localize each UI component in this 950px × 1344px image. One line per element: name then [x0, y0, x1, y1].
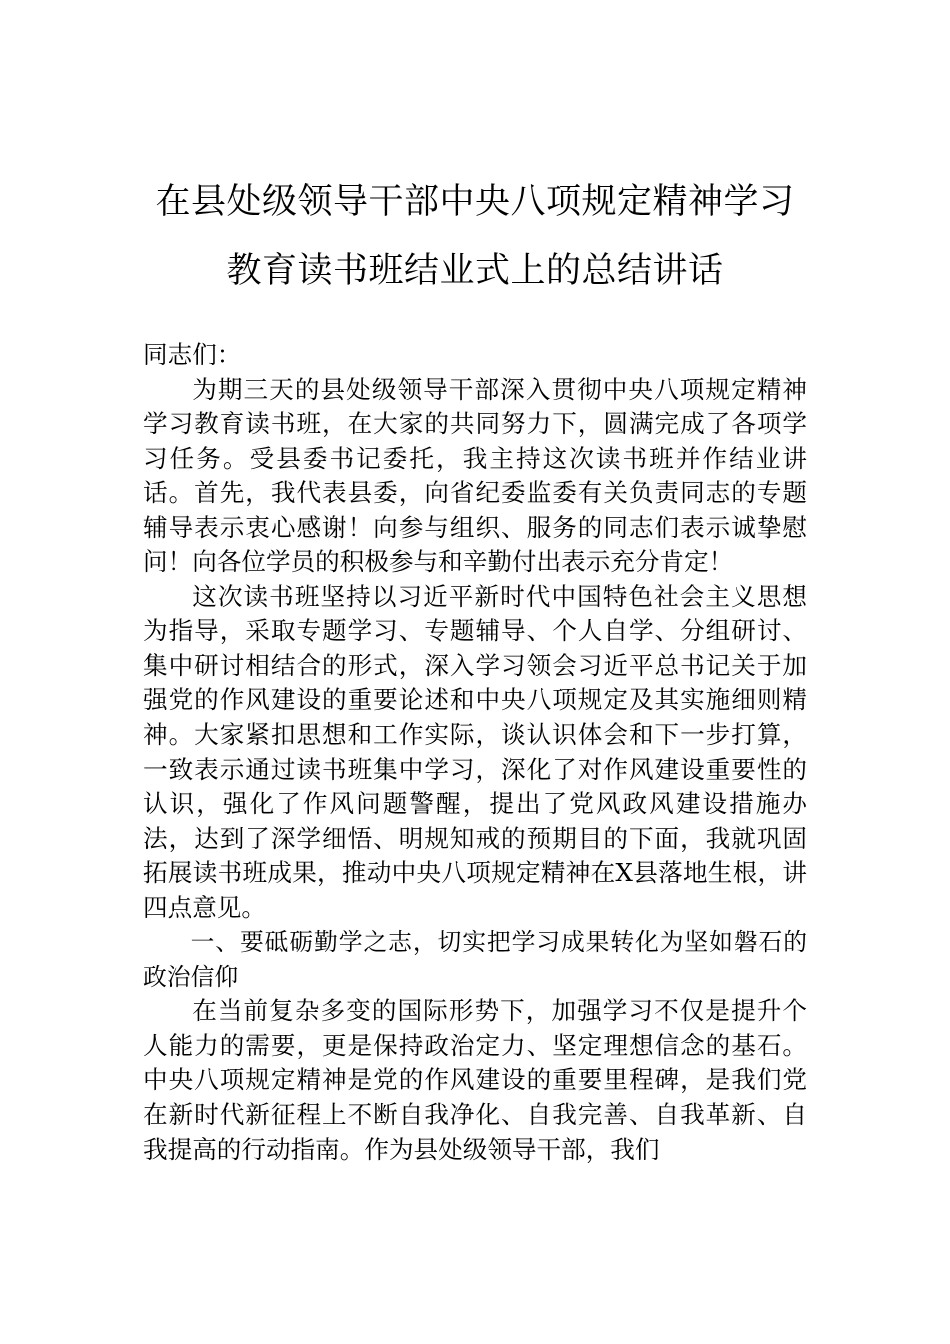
document-title-line-1: 在县处级领导干部中央八项规定精神学习	[155, 182, 795, 222]
paragraph-2: 这次读书班坚持以习近平新时代中国特色社会主义思想为指导，采取专题学习、专题辅导、个人自学、分组研讨、集中研讨相结合的形式，深入学习领会习近平总书记关于加强党的作风建设的重要论述和中央八项规定及其实施细则精神。大家紧扣思想和工作实际，谈认识体会和下一步打算，一致表示通过读书班集中学习，深化了对作风建设重要性的认识，强化了作风问题警醒，提出了党风政风建设措施办法，达到了深学细悟、明规知戒的预期目的下面，我就巩固拓展读书班成果，推动中央八项规定精神在X县落地生根，讲四点意见。	[143, 581, 807, 922]
document-title-line-2: 教育读书班结业式上的总结讲话	[226, 251, 724, 291]
document-body	[143, 338, 807, 1167]
salutation: 同志们：	[143, 340, 242, 369]
paragraph-1: 为期三天的县处级领导干部深入贯彻中央八项规定精神学习教育读书班，在大家的共同努力下，圆满完成了各项学习任务。受县委书记委托，我主持这次读书班并作结业讲话。首先，我代表县委，向省纪委监委有关负责同志的专题辅导表示衷心感谢！向参与组织、服务的同志们表示诚挚慰问！向各位学员的积极参与和辛勤付出表示充分肯定！	[143, 374, 807, 577]
section-paragraph: 在当前复杂多变的国际形势下，加强学习不仅是提升个人能力的需要，更是保持政治定力、坚定理想信念的基石。中央八项规定精神是党的作风建设的重要里程碑，是我们党在新时代新征程上不断自我净化、自我完善、自我革新、自我提高的行动指南。作为县处级领导干部，我们	[143, 996, 807, 1164]
section-heading: 一、要砥砺勤学之志，切实把学习成果转化为坚如磐石的政治信仰	[143, 928, 807, 991]
